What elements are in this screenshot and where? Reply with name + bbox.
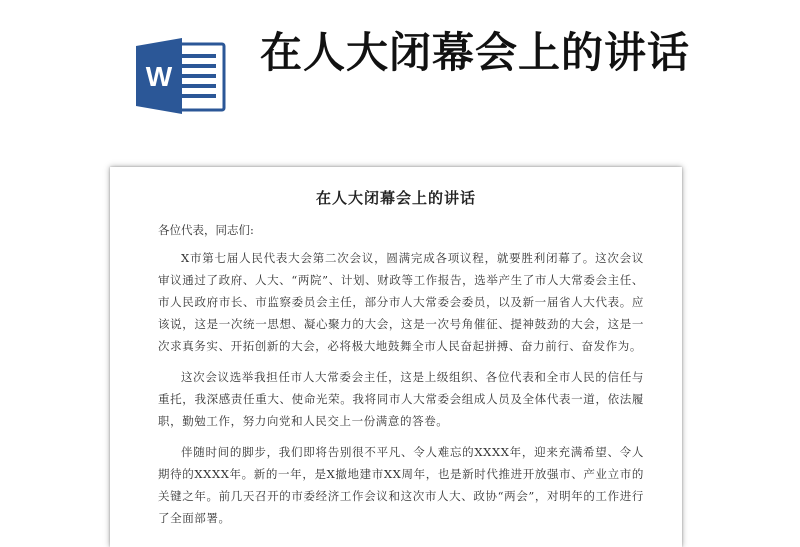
paragraph: X市第七届人民代表大会第二次会议，圆满完成各项议程，就要胜利闭幕了。这次会议审议通过了政府、人大、“两院”、计划、财政等工作报告，选举产生了市人大常委会主任、市人民政府市长、市监察委员会主任，部分市人大常委会委员，以及新一届省人大代表。应该说，这是一次统一思想、凝心聚力的大会，这是一次号角催征、提神鼓劲的大会，这是一次求真务实、开拓创新的大会，必将极大地鼓舞全市人民奋起拼搏、奋力前行、奋发作为。	[158, 251, 644, 353]
header	[0, 0, 800, 150]
document-page	[110, 167, 682, 547]
logo-letter: W	[145, 61, 173, 92]
paragraph: 伴随时间的脚步，我们即将告别很不平凡、令人难忘的XXXX年，迎来充满希望、令人期待的XXXX年。新的一年，是X撤地建市XX周年，也是新时代推进开放强市、产业立市的关键之年。前几天召开的市委经济工作会议和这次市人大、政协“两会”，对明年的工作进行了全面部署。	[158, 445, 644, 525]
page-heading: 在人大闭幕会上的讲话	[260, 28, 691, 77]
paragraph: 这次会议选举我担任市人大常委会主任，这是上级组织、各位代表和全市人民的信任与重托，我深感责任重大、使命光荣。我将同市人大常委会组成人员及全体代表一道，依法履职，勤勉工作，努力向党和人民交上一份满意的答卷。	[158, 370, 644, 428]
salutation: 各位代表，同志们:	[158, 223, 254, 237]
word-document-icon	[134, 36, 226, 116]
document-title: 在人大闭幕会上的讲话	[315, 189, 476, 207]
document-body	[158, 247, 644, 538]
